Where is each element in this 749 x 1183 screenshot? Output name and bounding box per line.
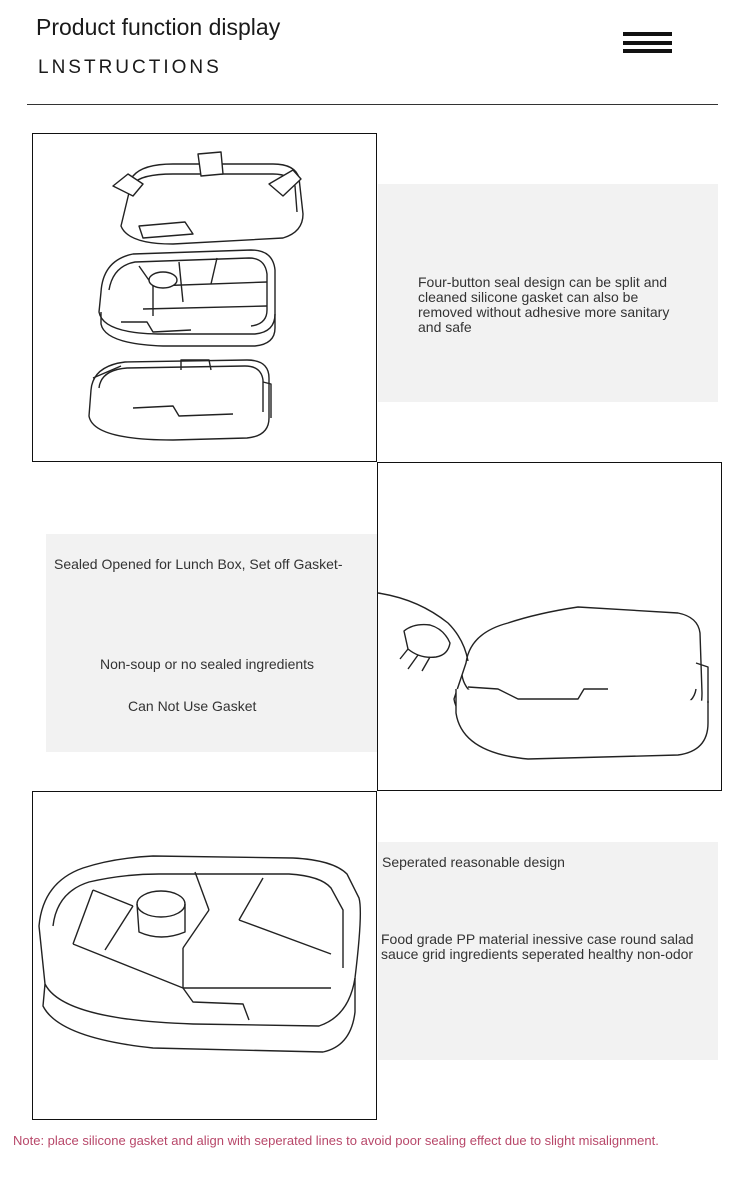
design-heading: Seperated reasonable design [382, 854, 565, 870]
menu-bar [623, 32, 672, 36]
design-panel [378, 842, 718, 1060]
page-title: Product function display [36, 14, 281, 40]
menu-bar [623, 41, 672, 45]
seal-design-panel [378, 184, 718, 402]
gasket-line-1: Non-soup or no sealed ingredients [100, 656, 315, 672]
menu-bar [623, 49, 672, 53]
header-divider [27, 104, 718, 105]
gasket-panel [46, 534, 377, 752]
gasket-line-2: Can Not Use Gasket [128, 698, 257, 714]
compartment-tray-illustration [32, 791, 377, 1120]
gasket-heading: Sealed Opened for Lunch Box, Set off Gasket- [54, 556, 343, 572]
footer-note: Note: place silicone gasket and align with seperated lines to avoid poor sealing effect due to slight misalignment. [13, 1133, 659, 1148]
design-text: Food grade PP material inessive case round salad sauce grid ingredients seperated healthy non-odor [381, 931, 694, 962]
page-subtitle: LNSTRUCTIONS [38, 57, 222, 78]
seal-design-text: Four-button seal design can be split and cleaned silicone gasket can also be removed without adhesive more sanitary and safe [418, 274, 670, 335]
gasket-removal-illustration [377, 462, 722, 791]
hamburger-menu-icon[interactable] [623, 32, 672, 54]
exploded-lunchbox-illustration [32, 133, 377, 462]
